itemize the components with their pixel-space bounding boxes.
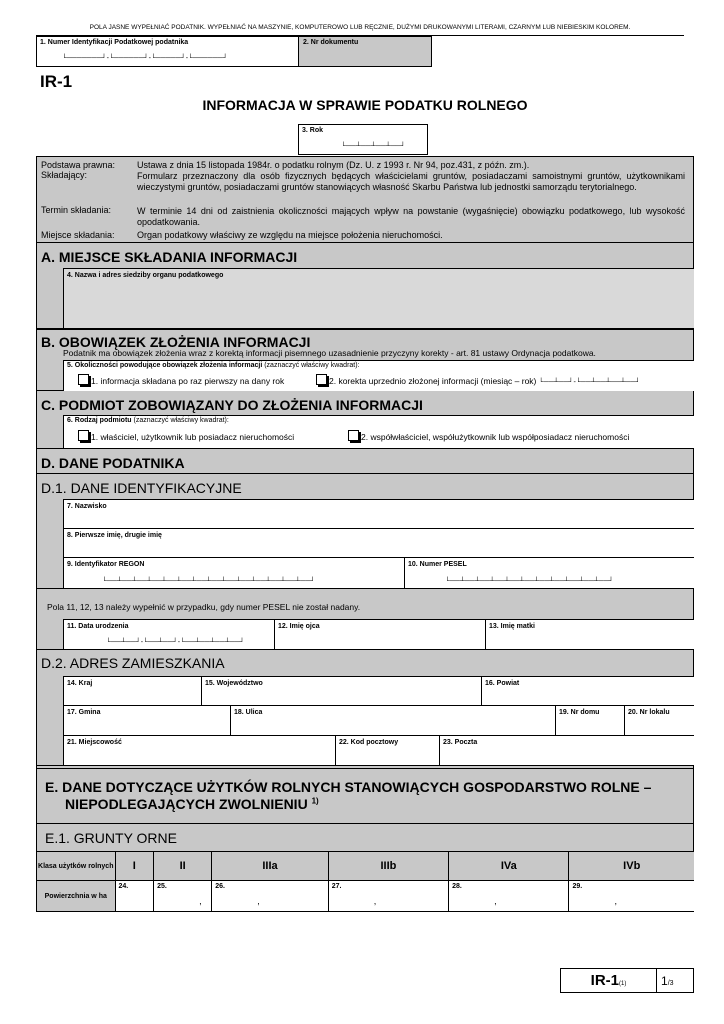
pesel-note: Pola 11, 12, 13 należy wypełnić w przypadku, gdy numer PESEL nie został nadany. (47, 602, 361, 612)
post-office-field[interactable] (439, 735, 694, 765)
decimal-comma: , (373, 896, 377, 906)
regon-label: 9. Identyfikator REGON (67, 561, 145, 568)
decimal-comma: , (614, 896, 617, 906)
decimal-comma: , (199, 896, 202, 906)
class-header: IIIb (328, 852, 448, 881)
organ-label: 4. Nazwa i adres siedziby organu podatkowego (67, 272, 224, 279)
birth-date-dots: └──┴──┘-└──┴──┘-└──┴──┴──┴──┘ (106, 639, 245, 646)
area-cell[interactable] (569, 881, 694, 912)
street-field[interactable] (230, 705, 555, 735)
class-header: II (154, 852, 212, 881)
filers-text: Formularz przeznaczony dla osób fizycznych będących właścicielami gruntów, posiadaczami samoistnymi gruntów, użytkownikami wieczystymi gruntów, posiadaczami gruntów stanowiących własność Skarbu Państwa lub jednostki samorządu terytorialnego. (137, 171, 685, 192)
entity-type-field (63, 415, 694, 448)
mother-name-field[interactable] (485, 619, 694, 649)
year-field[interactable] (298, 124, 428, 155)
county-label: 16. Powiat (485, 680, 520, 687)
voivodeship-label: 15. Województwo (205, 680, 263, 687)
footer-form-code: IR-1 (590, 972, 619, 989)
birth-date-label: 11. Data urodzenia (67, 623, 129, 630)
co-owner-option[interactable] (348, 430, 629, 442)
city-label: 21. Miejscowość (67, 739, 122, 746)
owner-label: 1. właściciel, użytkownik lub posiadacz nieruchomości (91, 432, 295, 442)
first-names-label: 8. Pierwsze imię, drugie imię (67, 532, 162, 539)
correction-date-dots: └──┴──┘-└──┴──┴──┴──┘ (538, 379, 641, 386)
circumstance-hint: (zaznaczyć właściwy kwadrat): (264, 362, 360, 369)
area-cell[interactable] (115, 881, 154, 912)
owner-option[interactable] (78, 430, 294, 442)
circumstance-label: 5. Okoliczności powodujące obowiązek złożenia informacji (67, 362, 263, 369)
regon-dots: └──┴──┴──┴──┴──┴──┴──┴──┴──┴──┴──┴──┴──┴──┘ (102, 578, 316, 585)
doc-number-label: 2. Nr dokumentu (303, 39, 359, 46)
place-label: Miejsce składania: (41, 230, 115, 240)
basis-label: Podstawa prawna: (41, 160, 116, 170)
e1-title: E.1. GRUNTY ORNE (45, 830, 177, 846)
form-title: INFORMACJA W SPRAWIE PODATKU ROLNEGO (202, 97, 528, 113)
section-b (36, 329, 694, 391)
country-label: 14. Kraj (67, 680, 93, 687)
mother-name-label: 13. Imię matki (489, 623, 535, 630)
postal-code-label: 22. Kod pocztowy (339, 739, 399, 746)
pesel-field[interactable] (404, 557, 694, 588)
area-field-number: 29. (572, 883, 583, 890)
area-field-number: 24. (118, 883, 129, 890)
footer-page-total: /3 (667, 980, 674, 987)
municipality-label: 17. Gmina (67, 709, 101, 716)
area-field-number: 27. (331, 883, 342, 890)
nip-label: 1. Numer Identyfikacji Podatkowej podatnika (40, 39, 189, 46)
area-row-label: Powierzchnia w ha (37, 881, 115, 912)
section-b-note: Podatnik ma obowiązek złożenia wraz z korektą informacji pisemnego uzasadnienie przyczyny korekty - art. 81 ustawy Ordynacja podatkowa. (63, 348, 596, 358)
first-names-field[interactable] (63, 528, 694, 557)
place-text: Organ podatkowy właściwy ze względu na miejsce położenia nieruchomości. (137, 230, 443, 240)
father-name-label: 12. Imię ojca (278, 623, 320, 630)
basis-text: Ustawa z dnia 15 listopada 1984r. o podatku rolnym (Dz. U. z 1993 r. Nr 94, poz.431, z późn. zm.). (137, 160, 530, 170)
arable-land-table (37, 851, 694, 912)
section-c-title: C. PODMIOT ZOBOWIĄZANY DO ZŁOŻENIA INFORMACJI (41, 397, 423, 413)
divider (37, 473, 694, 474)
class-header: IIIa (212, 852, 329, 881)
country-field[interactable] (63, 676, 201, 705)
regon-field[interactable] (63, 557, 404, 588)
municipality-field[interactable] (63, 705, 230, 735)
area-field-number: 25. (157, 883, 167, 890)
correction-option[interactable] (316, 374, 640, 386)
doc-number-field (298, 36, 432, 67)
class-header: I (115, 852, 154, 881)
footer-box (560, 968, 694, 993)
pesel-label: 10. Numer PESEL (408, 561, 467, 568)
year-label: 3. Rok (302, 127, 324, 134)
divider (37, 588, 694, 589)
pesel-dots: └──┴──┴──┴──┴──┴──┴──┴──┴──┴──┴──┘ (445, 578, 614, 585)
post-office-label: 23. Poczta (443, 739, 478, 746)
d1-title: D.1. DANE IDENTYFIKACYJNE (41, 480, 242, 496)
section-e-title-line1: E. DANE DOTYCZĄCE UŻYTKÓW ROLNYCH STANOWIĄCYCH GOSPODARSTWO ROLNE – (45, 779, 652, 795)
nip-field[interactable] (36, 36, 299, 67)
top-note: POLA JASNE WYPEŁNIAĆ PODATNIK. WYPEŁNIAĆ NA MASZYNIE, KOMPUTEROWO LUB RĘCZNIE, DUŻYMI DRUKOWANYMI LITERAMI, CZARNYM LUB NIEBIESKIM KOLOREM. (89, 24, 631, 31)
class-header: IVa (449, 852, 569, 881)
street-label: 18. Ulica (234, 709, 263, 716)
house-number-label: 19. Nr domu (559, 709, 600, 716)
area-field-number: 28. (452, 883, 462, 890)
deadline-text: W terminie 14 dni od zaistnienia okoliczności mających wpływ na powstanie (wygaśnięcie) obowiązku podatkowego, lub wysokość opodatkowania. (137, 206, 685, 227)
father-name-field[interactable] (274, 619, 485, 649)
section-b-title: B. OBOWIĄZEK ZŁOŻENIA INFORMACJI (41, 334, 311, 350)
area-cell[interactable] (328, 881, 448, 912)
city-field[interactable] (63, 735, 335, 765)
filers-label: Składający: (41, 170, 88, 180)
co-owner-checkbox[interactable] (348, 430, 359, 441)
section-e (36, 768, 694, 912)
entity-type-label: 6. Rodzaj podmiotu (67, 417, 132, 424)
voivodeship-field[interactable] (201, 676, 481, 705)
divider (37, 649, 694, 650)
area-cell[interactable] (154, 881, 212, 912)
section-e-title-line2: NIEPODLEGAJĄCYCH ZWOLNIENIU (65, 796, 308, 812)
decimal-comma: , (494, 896, 497, 906)
divider (37, 823, 694, 824)
entity-type-hint: (zaznaczyć właściwy kwadrat): (133, 417, 229, 424)
footer-page-number: 1 (661, 974, 668, 988)
house-number-field[interactable] (555, 705, 624, 735)
area-row (37, 881, 694, 912)
deadline-label: Termin składania: (41, 205, 112, 215)
area-field-number: 26. (215, 883, 225, 890)
co-owner-label: 2. współwłaściciel, współużytkownik lub współposiadacz nieruchomości (361, 432, 630, 442)
footer-form-variant: (1) (619, 981, 627, 987)
section-c (36, 391, 694, 449)
correction-label: 2. korekta uprzednio złożonej informacji (miesiąc – rok) (329, 376, 537, 386)
form-code: IR-1 (40, 72, 73, 91)
first-time-label: 1. informacja składana po raz pierwszy na dany rok (91, 376, 285, 386)
owner-checkbox[interactable] (78, 430, 89, 441)
section-a-title: A. MIEJSCE SKŁADANIA INFORMACJI (41, 249, 298, 265)
correction-checkbox[interactable] (316, 374, 327, 385)
area-cell[interactable] (449, 881, 569, 912)
year-dots: └──┴──┴──┴──┘ (341, 143, 406, 150)
section-a (36, 243, 694, 329)
section-d (36, 449, 694, 801)
class-row-label: Klasa użytków rolnych (37, 852, 115, 881)
section-e-footnote: 1) (311, 796, 319, 806)
legal-block (36, 156, 694, 243)
apartment-number-label: 20. Nr lokalu (628, 709, 670, 716)
surname-field[interactable] (63, 499, 694, 528)
class-row (37, 852, 694, 881)
area-cell[interactable] (212, 881, 329, 912)
decimal-comma: , (257, 896, 260, 906)
birth-date-field[interactable] (63, 619, 274, 649)
county-field[interactable] (481, 676, 694, 705)
circumstance-field (63, 360, 694, 391)
class-header: IVb (569, 852, 694, 881)
nip-dots: └───────┘-└──────┘-└─────┘-└──────┘ (62, 55, 228, 62)
section-d-title: D. DANE PODATNIKA (41, 455, 185, 471)
first-time-checkbox[interactable] (78, 374, 89, 385)
surname-label: 7. Nazwisko (67, 503, 107, 510)
organ-field[interactable] (63, 268, 694, 328)
d2-title: D.2. ADRES ZAMIESZKANIA (41, 655, 225, 671)
divider (37, 765, 694, 766)
postal-code-field[interactable] (335, 735, 439, 765)
apartment-number-field[interactable] (624, 705, 694, 735)
first-time-option[interactable] (78, 374, 284, 386)
